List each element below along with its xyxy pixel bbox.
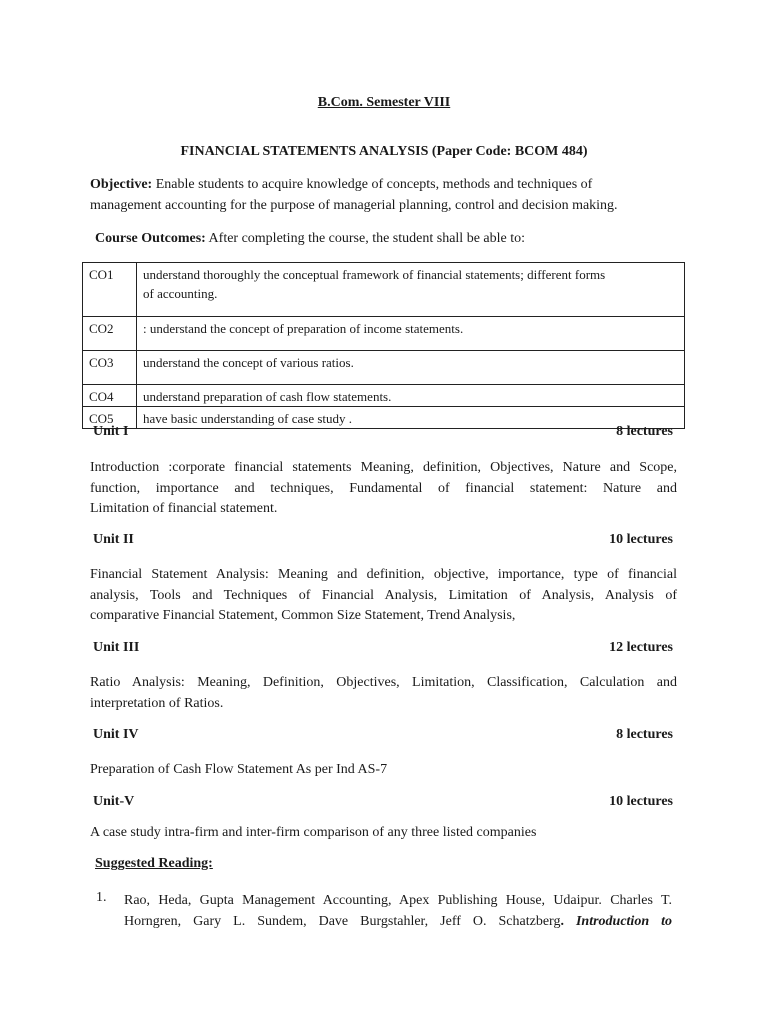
- course-outcomes-label: Course Outcomes:: [95, 231, 206, 246]
- outcome-code: CO5: [83, 407, 137, 429]
- unit-lectures: 8 lectures: [616, 727, 673, 742]
- outcome-code: CO1: [83, 263, 137, 317]
- unit-title: Unit I: [93, 424, 129, 439]
- unit-description-line: function, importance and techniques, Fundamental of financial statement: Nature and: [90, 480, 677, 496]
- outcome-row: [83, 317, 685, 351]
- unit-description: Preparation of Cash Flow Statement As per Ind AS-7: [90, 762, 388, 777]
- unit-heading: [93, 794, 673, 810]
- reference-line: [124, 911, 672, 932]
- unit-heading: [93, 532, 673, 548]
- unit-description-line: Financial Statement Analysis: Meaning and definition, objective, importance, type of financial: [90, 567, 677, 582]
- unit-title: Unit III: [93, 640, 140, 655]
- unit-title: Unit IV: [93, 727, 139, 742]
- unit-title: Unit-V: [93, 794, 135, 809]
- unit-description-line: analysis, Tools and Techniques of Financial Analysis, Limitation of Analysis, Analysis of: [90, 587, 677, 603]
- outcome-text: [137, 263, 685, 317]
- outcome-code: CO4: [83, 385, 137, 407]
- unit-description-line: interpretation of Ratios.: [90, 695, 224, 711]
- unit-lectures: 10 lectures: [609, 532, 673, 547]
- suggested-reading-heading: Suggested Reading:: [95, 856, 213, 871]
- outcome-text-line: of accounting.: [143, 286, 218, 301]
- unit-heading: [93, 424, 673, 440]
- reference-book-title: Introduction to: [575, 914, 673, 929]
- outcome-text: understand preparation of cash flow statements.: [137, 385, 685, 407]
- reference-separator: .: [560, 914, 576, 929]
- unit-heading: [93, 640, 673, 656]
- outcome-text: have basic understanding of case study .: [137, 407, 685, 429]
- course-outcomes-text: After completing the course, the student shall be able to:: [205, 231, 526, 246]
- unit-lectures: 8 lectures: [616, 424, 673, 439]
- outcome-row: [83, 263, 685, 317]
- reference-item: [124, 890, 672, 932]
- outcome-row: [83, 385, 685, 407]
- outcome-row: [83, 351, 685, 385]
- unit-description: [90, 673, 677, 714]
- objective-text-1: Enable students to acquire knowledge of concepts, methods and techniques of: [152, 177, 593, 192]
- outcome-text: understand the concept of various ratios.: [137, 351, 685, 385]
- course-outcomes-intro: [95, 231, 525, 247]
- outcome-code: CO3: [83, 351, 137, 385]
- reference-number: 1.: [96, 890, 107, 905]
- reference-line: Rao, Heda, Gupta Management Accounting, Apex Publishing House, Udaipur. Charles T.: [124, 893, 672, 908]
- unit-description-line: Ratio Analysis: Meaning, Definition, Objectives, Limitation, Classification, Calculation and: [90, 675, 677, 690]
- objective-line-1: [90, 177, 592, 193]
- reference-authors: Horngren, Gary L. Sundem, Dave Burgstahler, Jeff O. Schatzberg: [124, 914, 561, 929]
- unit-heading: [93, 727, 673, 743]
- outcome-text: : understand the concept of preparation of income statements.: [137, 317, 685, 351]
- unit-lectures: 10 lectures: [609, 794, 673, 809]
- unit-description-line: Introduction :corporate financial statements Meaning, definition, Objectives, Nature and Scope,: [90, 460, 677, 475]
- program-heading-text: B.Com. Semester VIII: [317, 95, 451, 110]
- objective-line-2: management accounting for the purpose of managerial planning, control and decision making.: [90, 198, 618, 213]
- unit-title: Unit II: [93, 532, 134, 547]
- unit-description: [90, 458, 677, 520]
- unit-description: [90, 565, 677, 627]
- unit-lectures: 12 lectures: [609, 640, 673, 655]
- outcome-code: CO2: [83, 317, 137, 351]
- unit-description-line: comparative Financial Statement, Common Size Statement, Trend Analysis,: [90, 608, 516, 623]
- unit-description: A case study intra-firm and inter-firm comparison of any three listed companies: [90, 825, 537, 840]
- course-outcomes-table: [82, 262, 685, 429]
- program-heading: [0, 95, 768, 111]
- objective-label: Objective:: [90, 177, 153, 192]
- outcome-text-line: understand thoroughly the conceptual framework of financial statements; different forms: [143, 267, 606, 282]
- course-title: FINANCIAL STATEMENTS ANALYSIS (Paper Code: BCOM 484): [180, 144, 588, 159]
- unit-description-line: Limitation of financial statement.: [90, 501, 278, 516]
